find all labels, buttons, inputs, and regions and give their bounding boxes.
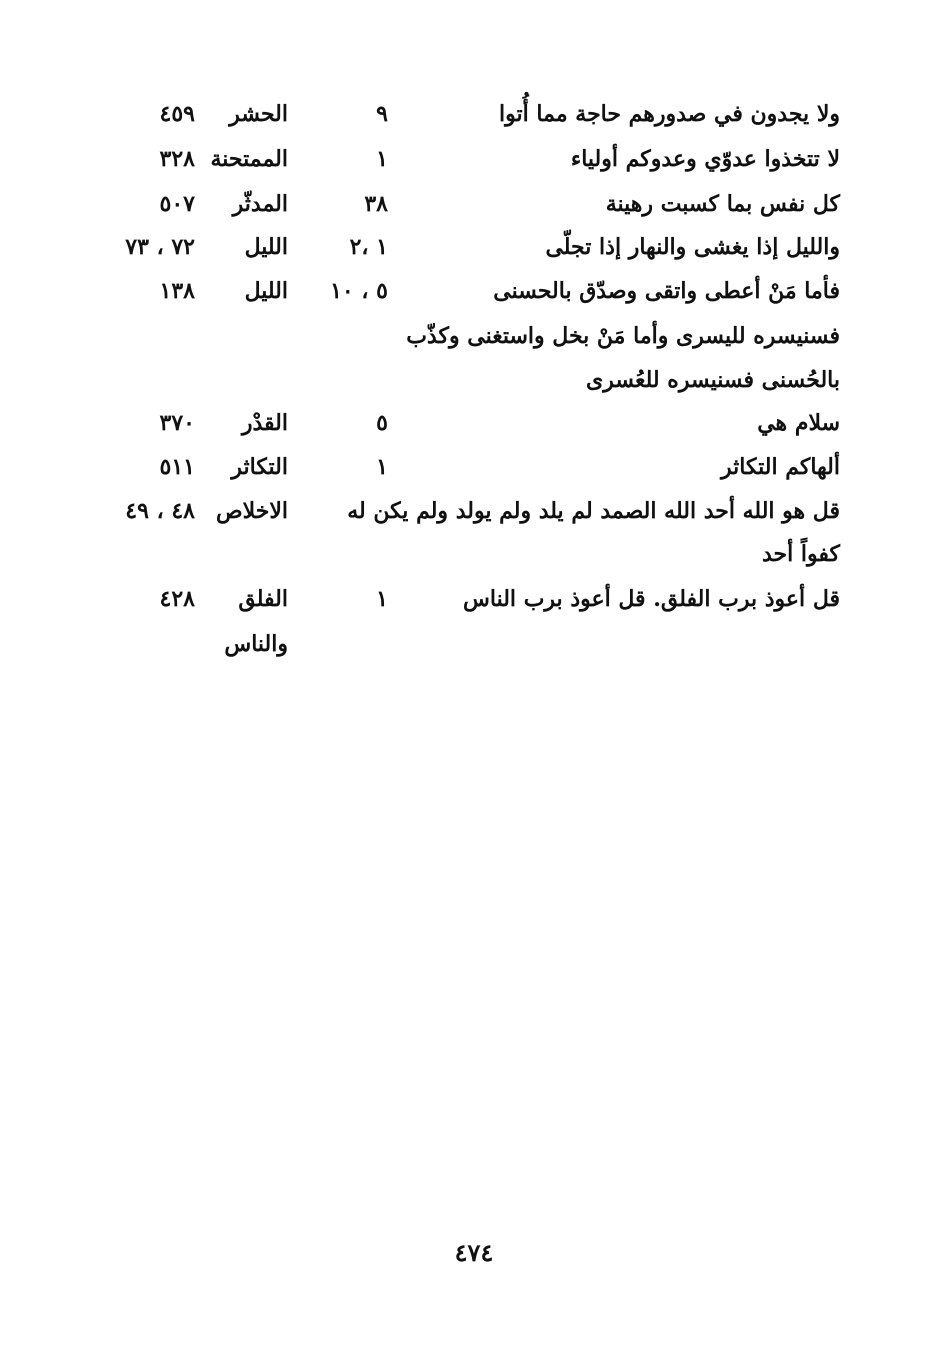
page-references: ٤٥٩ [159, 101, 195, 127]
index-entry [100, 269, 840, 313]
ayah-number: ١ [376, 146, 388, 172]
page-references: ٤٢٨ [159, 586, 195, 612]
index-entry [100, 401, 840, 445]
surah-continuation: والناس [224, 631, 288, 657]
surah-name: الاخلاص [216, 498, 288, 524]
page-references: ٣٢٨ [159, 146, 195, 172]
verse-text: سلام هي [757, 410, 840, 436]
surah-name: الليل [244, 278, 288, 304]
surah-name: الفلق [238, 586, 288, 612]
page-references: ٥٠٧ [159, 191, 195, 217]
index-entry [100, 92, 840, 136]
verse-text: قل أعوذ برب الفلق. قل أعوذ برب الناس [463, 586, 840, 612]
ayah-number: ١ [376, 586, 388, 612]
verse-text: فأما مَنْ أعطى واتقى وصدّق بالحسنى [493, 278, 840, 304]
ayah-number: ٥ [376, 410, 388, 436]
ayah-number: ١ ،٢ [349, 234, 388, 260]
surah-name: التكاثر [231, 454, 288, 480]
index-entry [100, 489, 840, 533]
verse-text: والليل إذا يغشى والنهار إذا تجلّى [545, 234, 840, 260]
index-entry [100, 182, 840, 226]
index-entry [100, 225, 840, 269]
surah-name: الممتحنة [210, 146, 288, 172]
verse-text: لا تتخذوا عدوّي وعدوكم أولياء [570, 146, 840, 172]
index-entry [100, 577, 840, 621]
surah-name: الليل [244, 234, 288, 260]
page-references: ١٣٨ [159, 278, 195, 304]
index-entry [100, 137, 840, 181]
surah-name: القدْر [241, 410, 288, 436]
surah-name: المدثّر [232, 191, 288, 217]
ayah-number: ١ [376, 454, 388, 480]
verse-text: كل نفس بما كسبت رهينة [605, 191, 840, 217]
page-number: ٤٧٤ [454, 1238, 494, 1267]
index-entry [100, 445, 840, 489]
page-references: ٤٨ ، ٤٩ [125, 498, 195, 524]
verse-text: ألهاكم التكاثر [720, 454, 840, 480]
page-references: ٧٢ ، ٧٣ [125, 234, 195, 260]
verse-continuation: بالحُسنى فسنيسره للعُسرى [586, 367, 840, 393]
verse-text: قل هو الله أحد الله الصمد لم يلد ولم يولد ولم يكن له [347, 498, 840, 524]
surah-name: الحشر [229, 101, 288, 127]
page-references: ٥١١ [159, 454, 195, 480]
verse-continuation: كفواً أحد [762, 541, 840, 567]
ayah-number: ٣٨ [364, 191, 388, 217]
ayah-number: ٩ [376, 101, 388, 127]
page-references: ٣٧٠ [159, 410, 195, 436]
verse-text: ولا يجدون في صدورهم حاجة مما أُتوا [499, 101, 840, 127]
verse-continuation: فسنيسره لليسرى وأما مَنْ بخل واستغنى وكذّب [406, 323, 840, 349]
ayah-number: ٥ ، ١٠ [330, 278, 388, 304]
